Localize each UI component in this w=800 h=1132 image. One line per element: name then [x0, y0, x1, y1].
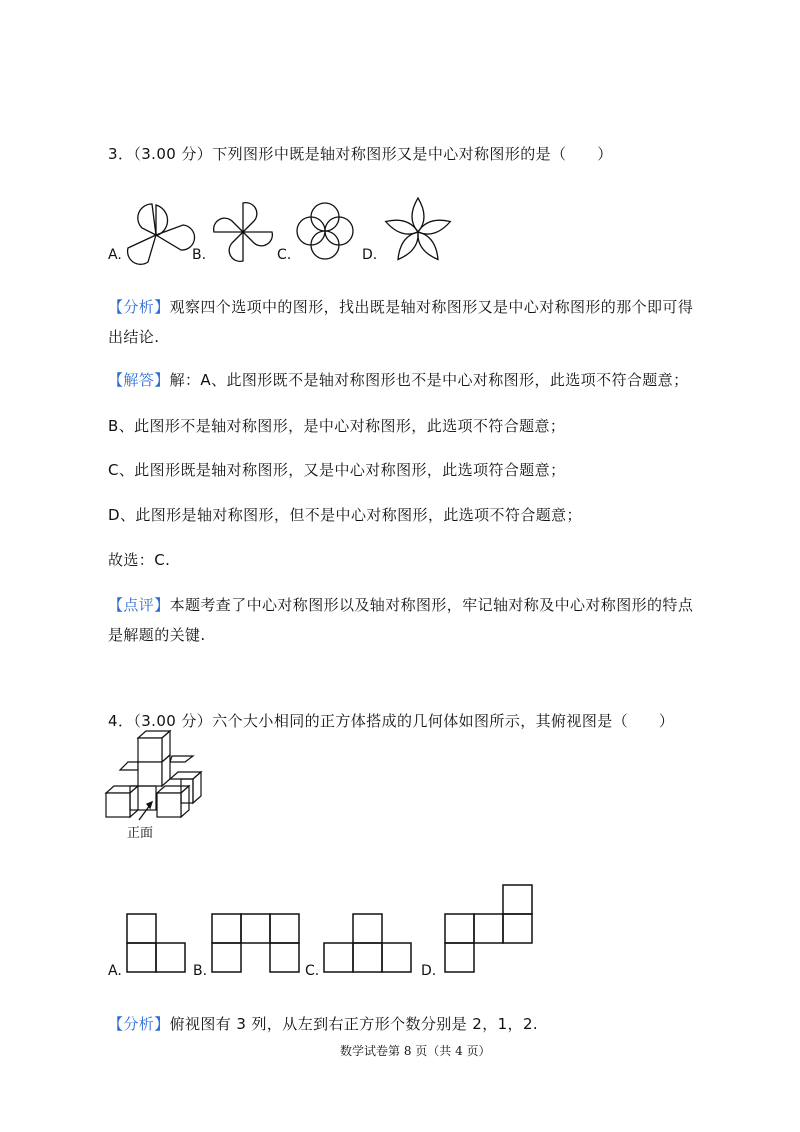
q4-front-label: 正面	[127, 826, 154, 841]
q4-grid-a	[127, 914, 185, 972]
q3-comment-text: 本题考查了中心对称图形以及轴对称图形，牢记轴对称及中心对称图形的特点	[169, 596, 694, 614]
q3-answer-line2: B、此图形不是轴对称图形，是中心对称图形，此选项不符合题意；	[108, 417, 566, 435]
q3-comment-line2: 是解题的关键.	[108, 626, 206, 644]
q3-option-a: A.	[108, 247, 122, 263]
q3-analysis	[108, 296, 693, 317]
q3-answer-line1: 解：A、此图形既不是轴对称图形也不是中心对称图形，此选项不符合题意；	[169, 371, 689, 389]
q4-option-a: A.	[108, 963, 122, 979]
q3-score: （3.00 分）	[133, 145, 213, 163]
q4-score: （3.00 分）	[133, 712, 213, 730]
q4-analysis-tag: 【分析】	[108, 1015, 170, 1033]
q4-grid-d	[445, 885, 532, 972]
page-footer: 数学试卷第 8 页（共 4 页）	[340, 1044, 491, 1058]
q3-choice: 故选：C.	[108, 551, 171, 569]
q4-option-b: B.	[193, 963, 208, 979]
q3-stem: 下列图形中既是轴对称图形又是中心对称图形的是（ ）	[212, 145, 613, 163]
q3-figure-b	[214, 203, 273, 262]
q3-comment-tag: 【点评】	[108, 596, 170, 614]
q3-analysis-text: 观察四个选项中的图形，找出既是轴对称图形又是中心对称图形的那个即可得	[169, 298, 694, 316]
q4-stem: 六个大小相同的正方体搭成的几何体如图所示，其俯视图是（ ）	[212, 712, 675, 730]
q4-analysis	[108, 1013, 538, 1034]
q4-number: 4．	[108, 712, 134, 730]
q4-option-c: C.	[305, 963, 320, 979]
q3-figure-d	[384, 198, 452, 263]
q3-option-c: C.	[277, 247, 292, 263]
q3-analysis-tag: 【分析】	[108, 298, 170, 316]
q3-comment	[108, 594, 693, 615]
q4-grid-b	[212, 914, 299, 972]
q3-option-d: D.	[362, 247, 378, 263]
q3-figure-c	[297, 203, 353, 259]
q4-analysis-text: 俯视图有 3 列，从左到右正方形个数分别是 2，1，2.	[169, 1015, 539, 1033]
q3-answer	[108, 369, 688, 390]
q3-option-b: B.	[192, 247, 207, 263]
q3-heading	[108, 143, 613, 164]
q3-answer-line3: C、此图形既是轴对称图形，又是中心对称图形，此选项符合题意；	[108, 461, 566, 479]
q3-number: 3．	[108, 145, 134, 163]
q3-answer-tag: 【解答】	[108, 371, 170, 389]
q3-figure-a	[128, 204, 195, 264]
q4-option-d: D.	[421, 963, 437, 979]
q4-grid-c	[324, 914, 411, 972]
q4-heading	[108, 710, 674, 731]
q3-analysis-line2: 出结论.	[108, 328, 160, 346]
q3-answer-line4: D、此图形是轴对称图形，但不是中心对称图形，此选项不符合题意；	[108, 506, 582, 524]
